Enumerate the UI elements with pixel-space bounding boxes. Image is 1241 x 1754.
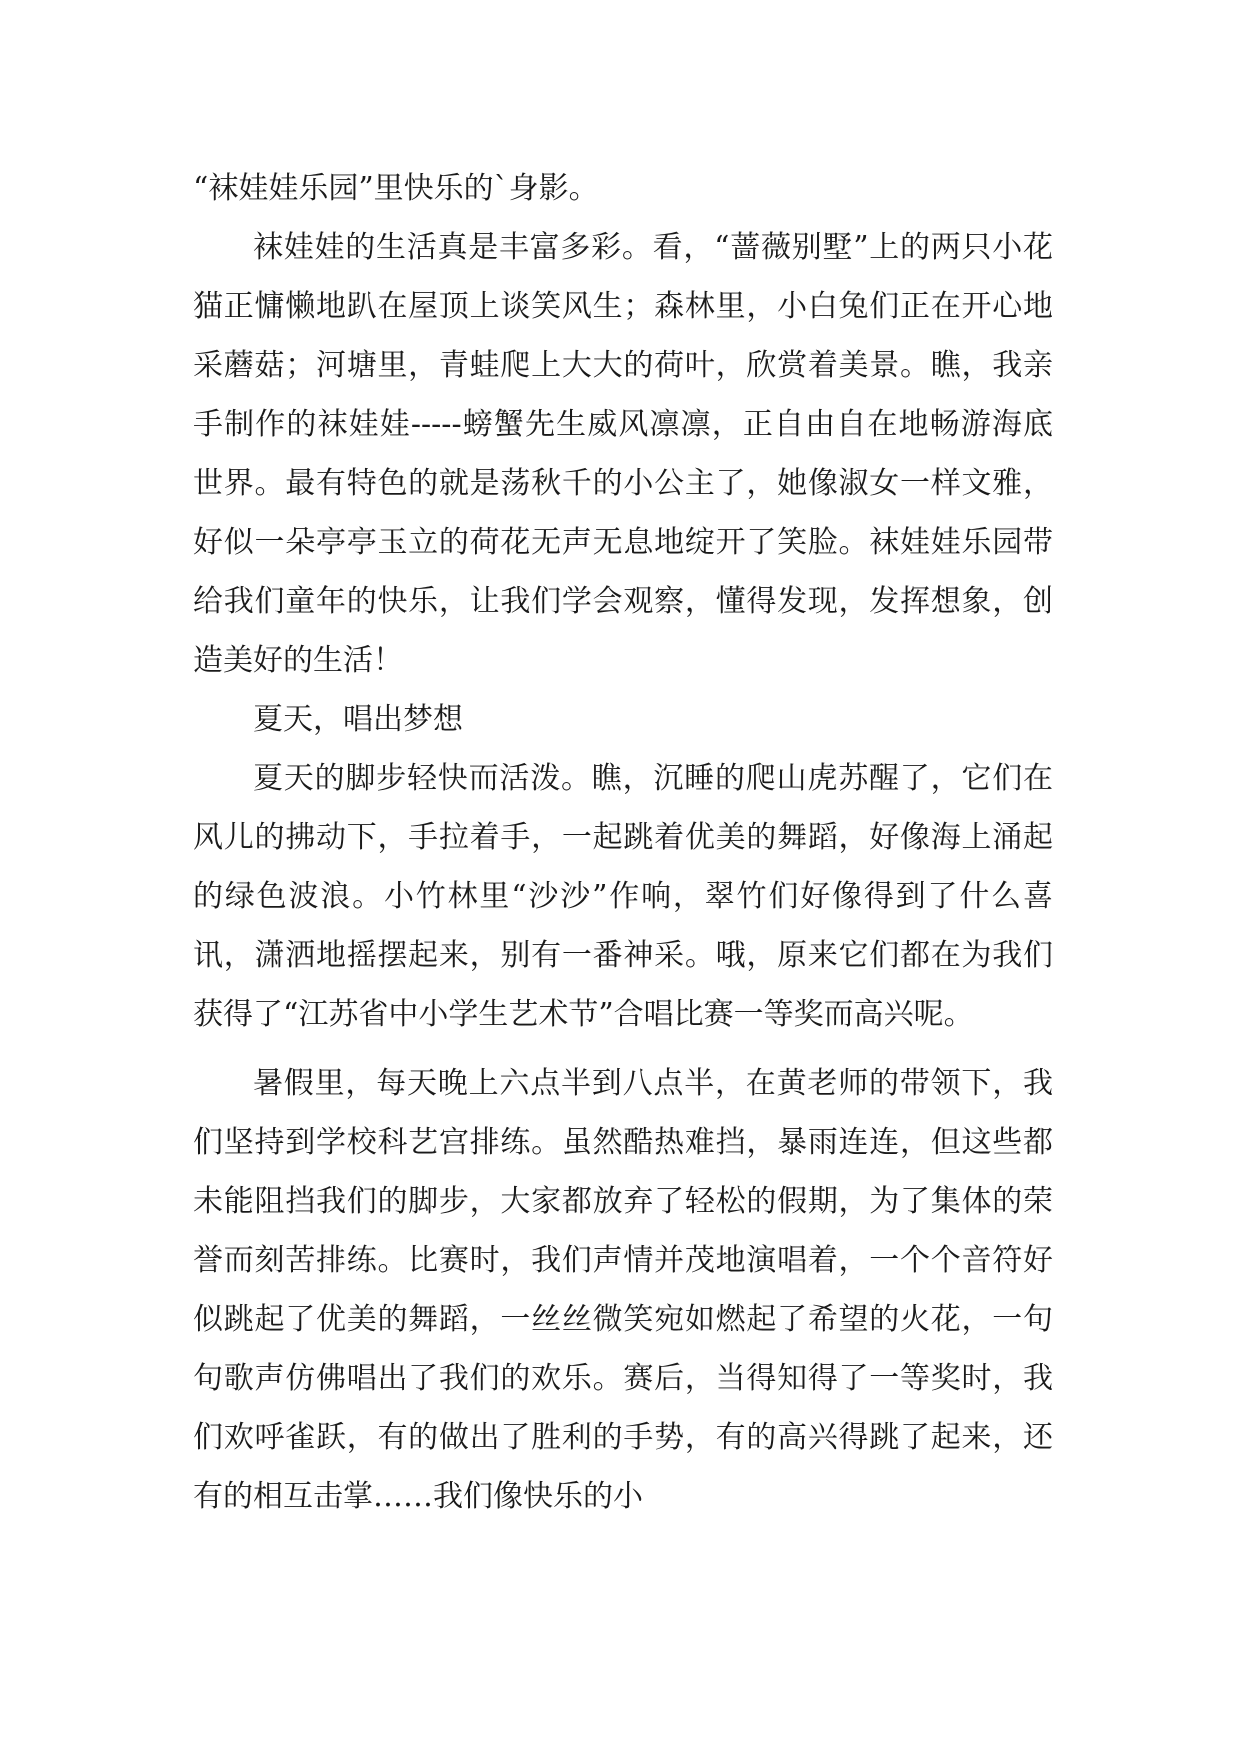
paragraph-sock-doll-life: 袜娃娃的生活真是丰富多彩。看，“蔷薇别墅”上的两只小花猫正慵懒地趴在屋顶上谈笑风生；森林里，小白兔们正在开心地采蘑菇；河塘里，青蛙爬上大大的荷叶，欣赏着美景。瞧，我亲手制作的袜娃娃-----螃蟹先生威风凛凛，正自由自在地畅游海底世界。最有特色的就是荡秋千的小公主了，她像淑女一样文雅，好似一朵亭亭玉立的荷花无声无息地绽开了笑脸。袜娃娃乐园带给我们童年的快乐，让我们学会观察，懂得发现，发挥想象，创造美好的生活！ xyxy=(193,230,1053,678)
paragraph-continuation: “袜娃娃乐园”里快乐的`身影。 xyxy=(193,171,599,206)
document-body xyxy=(193,159,1053,1526)
paragraph-summer-rehearsal: 暑假里，每天晚上六点半到八点半，在黄老师的带领下，我们坚持到学校科艺宫排练。虽然酷热难挡，暴雨连连，但这些都未能阻挡我们的脚步，大家都放弃了轻松的假期，为了集体的荣誉而刻苦排练。比赛时，我们声情并茂地演唱着，一个个音符好似跳起了优美的舞蹈，一丝丝微笑宛如燃起了希望的火花，一句句歌声仿佛唱出了我们的欢乐。赛后，当得知得了一等奖时，我们欢呼雀跃，有的做出了胜利的手势，有的高兴得跳了起来，还有的相互击掌……我们像快乐的小 xyxy=(193,1066,1053,1514)
section-heading-summer: 夏天，唱出梦想 xyxy=(253,702,463,737)
paragraph-summer-steps: 夏天的脚步轻快而活泼。瞧，沉睡的爬山虎苏醒了，它们在风儿的拂动下，手拉着手，一起跳着优美的舞蹈，好像海上涌起的绿色波浪。小竹林里“沙沙”作响，翠竹们好像得到了什么喜讯，潇洒地摇摆起来，别有一番神采。哦，原来它们都在为我们获得了“江苏省中小学生艺术节”合唱比赛一等奖而高兴呢。 xyxy=(193,761,1053,1032)
